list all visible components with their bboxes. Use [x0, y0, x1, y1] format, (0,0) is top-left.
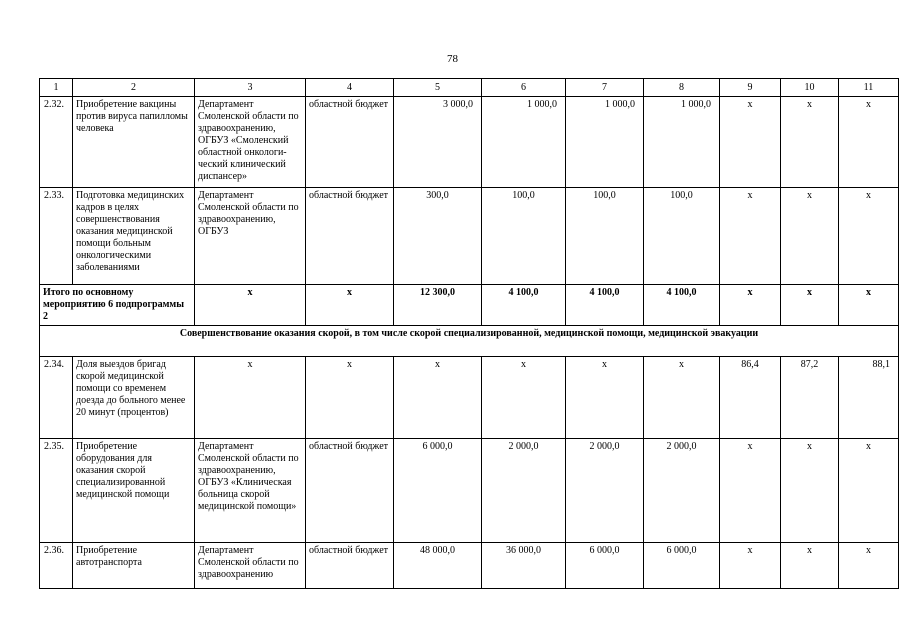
row-value-8: x — [644, 357, 720, 439]
row-value-9: x — [720, 188, 781, 285]
row-value-5: 48 000,0 — [394, 543, 482, 589]
total-value-11: x — [839, 285, 899, 326]
row-value-11: x — [839, 543, 899, 589]
total-source: x — [306, 285, 394, 326]
row-source: областной бюджет — [306, 439, 394, 543]
row-executor: Департамент Смоленской области по здравоохранению, ОГБУЗ «Смоленский областной онкологи-ческий клинический диспансер» — [195, 97, 306, 188]
row-value-7: 6 000,0 — [566, 543, 644, 589]
row-value-6: 100,0 — [482, 188, 566, 285]
row-value-5: 300,0 — [394, 188, 482, 285]
row-value-7: 2 000,0 — [566, 439, 644, 543]
row-value-5: 6 000,0 — [394, 439, 482, 543]
row-name: Приобретение автотранспорта — [73, 543, 195, 589]
row-executor: Департамент Смоленской области по здравоохранению — [195, 543, 306, 589]
row-value-10: x — [781, 188, 839, 285]
row-value-11: x — [839, 188, 899, 285]
row-value-11: x — [839, 97, 899, 188]
row-value-9: x — [720, 439, 781, 543]
row-value-11: 88,1 — [839, 357, 899, 439]
row-value-10: x — [781, 439, 839, 543]
row-value-8: 1 000,0 — [644, 97, 720, 188]
header-cell: 8 — [644, 79, 720, 97]
header-cell: 1 — [40, 79, 73, 97]
row-name: Доля выездов бригад скорой медицинской помощи со временем доезда до больного менее 20 минут (процентов) — [73, 357, 195, 439]
page-number: 78 — [447, 53, 458, 65]
table-row — [40, 543, 899, 589]
row-value-7: 1 000,0 — [566, 97, 644, 188]
header-cell: 7 — [566, 79, 644, 97]
row-value-10: 87,2 — [781, 357, 839, 439]
row-value-8: 2 000,0 — [644, 439, 720, 543]
row-value-10: x — [781, 97, 839, 188]
row-executor: Департамент Смоленской области по здравоохранению, ОГБУЗ «Клиническая больница скорой медицинской помощи» — [195, 439, 306, 543]
header-cell: 4 — [306, 79, 394, 97]
row-name: Приобретение оборудования для оказания скорой специализированной медицинской помощи — [73, 439, 195, 543]
total-value-10: x — [781, 285, 839, 326]
row-source: областной бюджет — [306, 543, 394, 589]
row-number: 2.35. — [40, 439, 73, 543]
total-row — [40, 285, 899, 326]
row-value-11: x — [839, 439, 899, 543]
header-cell: 10 — [781, 79, 839, 97]
row-value-9: 86,4 — [720, 357, 781, 439]
table-row — [40, 188, 899, 285]
total-label: Итого по основному мероприятию 6 подпрограммы 2 — [40, 285, 195, 326]
row-executor: Департамент Смоленской области по здравоохранению, ОГБУЗ — [195, 188, 306, 285]
row-value-8: 100,0 — [644, 188, 720, 285]
table-row — [40, 439, 899, 543]
section-title: Совершенствование оказания скорой, в том числе скорой специализированной, медицинской помощи, медицинской эвакуации — [40, 326, 899, 357]
row-value-9: x — [720, 97, 781, 188]
row-value-8: 6 000,0 — [644, 543, 720, 589]
row-name: Приобретение вакцины против вируса папилломы человека — [73, 97, 195, 188]
row-value-5: 3 000,0 — [394, 97, 482, 188]
row-value-6: 1 000,0 — [482, 97, 566, 188]
table-row — [40, 97, 899, 188]
row-number: 2.34. — [40, 357, 73, 439]
table-row — [40, 357, 899, 439]
total-value-5: 12 300,0 — [394, 285, 482, 326]
total-value-7: 4 100,0 — [566, 285, 644, 326]
row-value-10: x — [781, 543, 839, 589]
row-number: 2.36. — [40, 543, 73, 589]
total-executor: x — [195, 285, 306, 326]
row-source: x — [306, 357, 394, 439]
total-value-8: 4 100,0 — [644, 285, 720, 326]
row-value-7: 100,0 — [566, 188, 644, 285]
row-value-9: x — [720, 543, 781, 589]
header-row — [40, 79, 899, 97]
total-value-6: 4 100,0 — [482, 285, 566, 326]
row-source: областной бюджет — [306, 188, 394, 285]
row-number: 2.32. — [40, 97, 73, 188]
row-number: 2.33. — [40, 188, 73, 285]
header-cell: 11 — [839, 79, 899, 97]
header-cell: 3 — [195, 79, 306, 97]
row-value-6: 2 000,0 — [482, 439, 566, 543]
row-value-5: x — [394, 357, 482, 439]
header-cell: 2 — [73, 79, 195, 97]
row-executor: x — [195, 357, 306, 439]
row-source: областной бюджет — [306, 97, 394, 188]
row-value-7: x — [566, 357, 644, 439]
row-value-6: 36 000,0 — [482, 543, 566, 589]
header-cell: 9 — [720, 79, 781, 97]
total-value-9: x — [720, 285, 781, 326]
header-cell: 6 — [482, 79, 566, 97]
row-name: Подготовка медицинских кадров в целях совершенствования оказания медицинской помощи больным онкологическими заболеваниями — [73, 188, 195, 285]
header-cell: 5 — [394, 79, 482, 97]
program-table — [39, 78, 899, 589]
row-value-6: x — [482, 357, 566, 439]
section-row — [40, 326, 899, 357]
